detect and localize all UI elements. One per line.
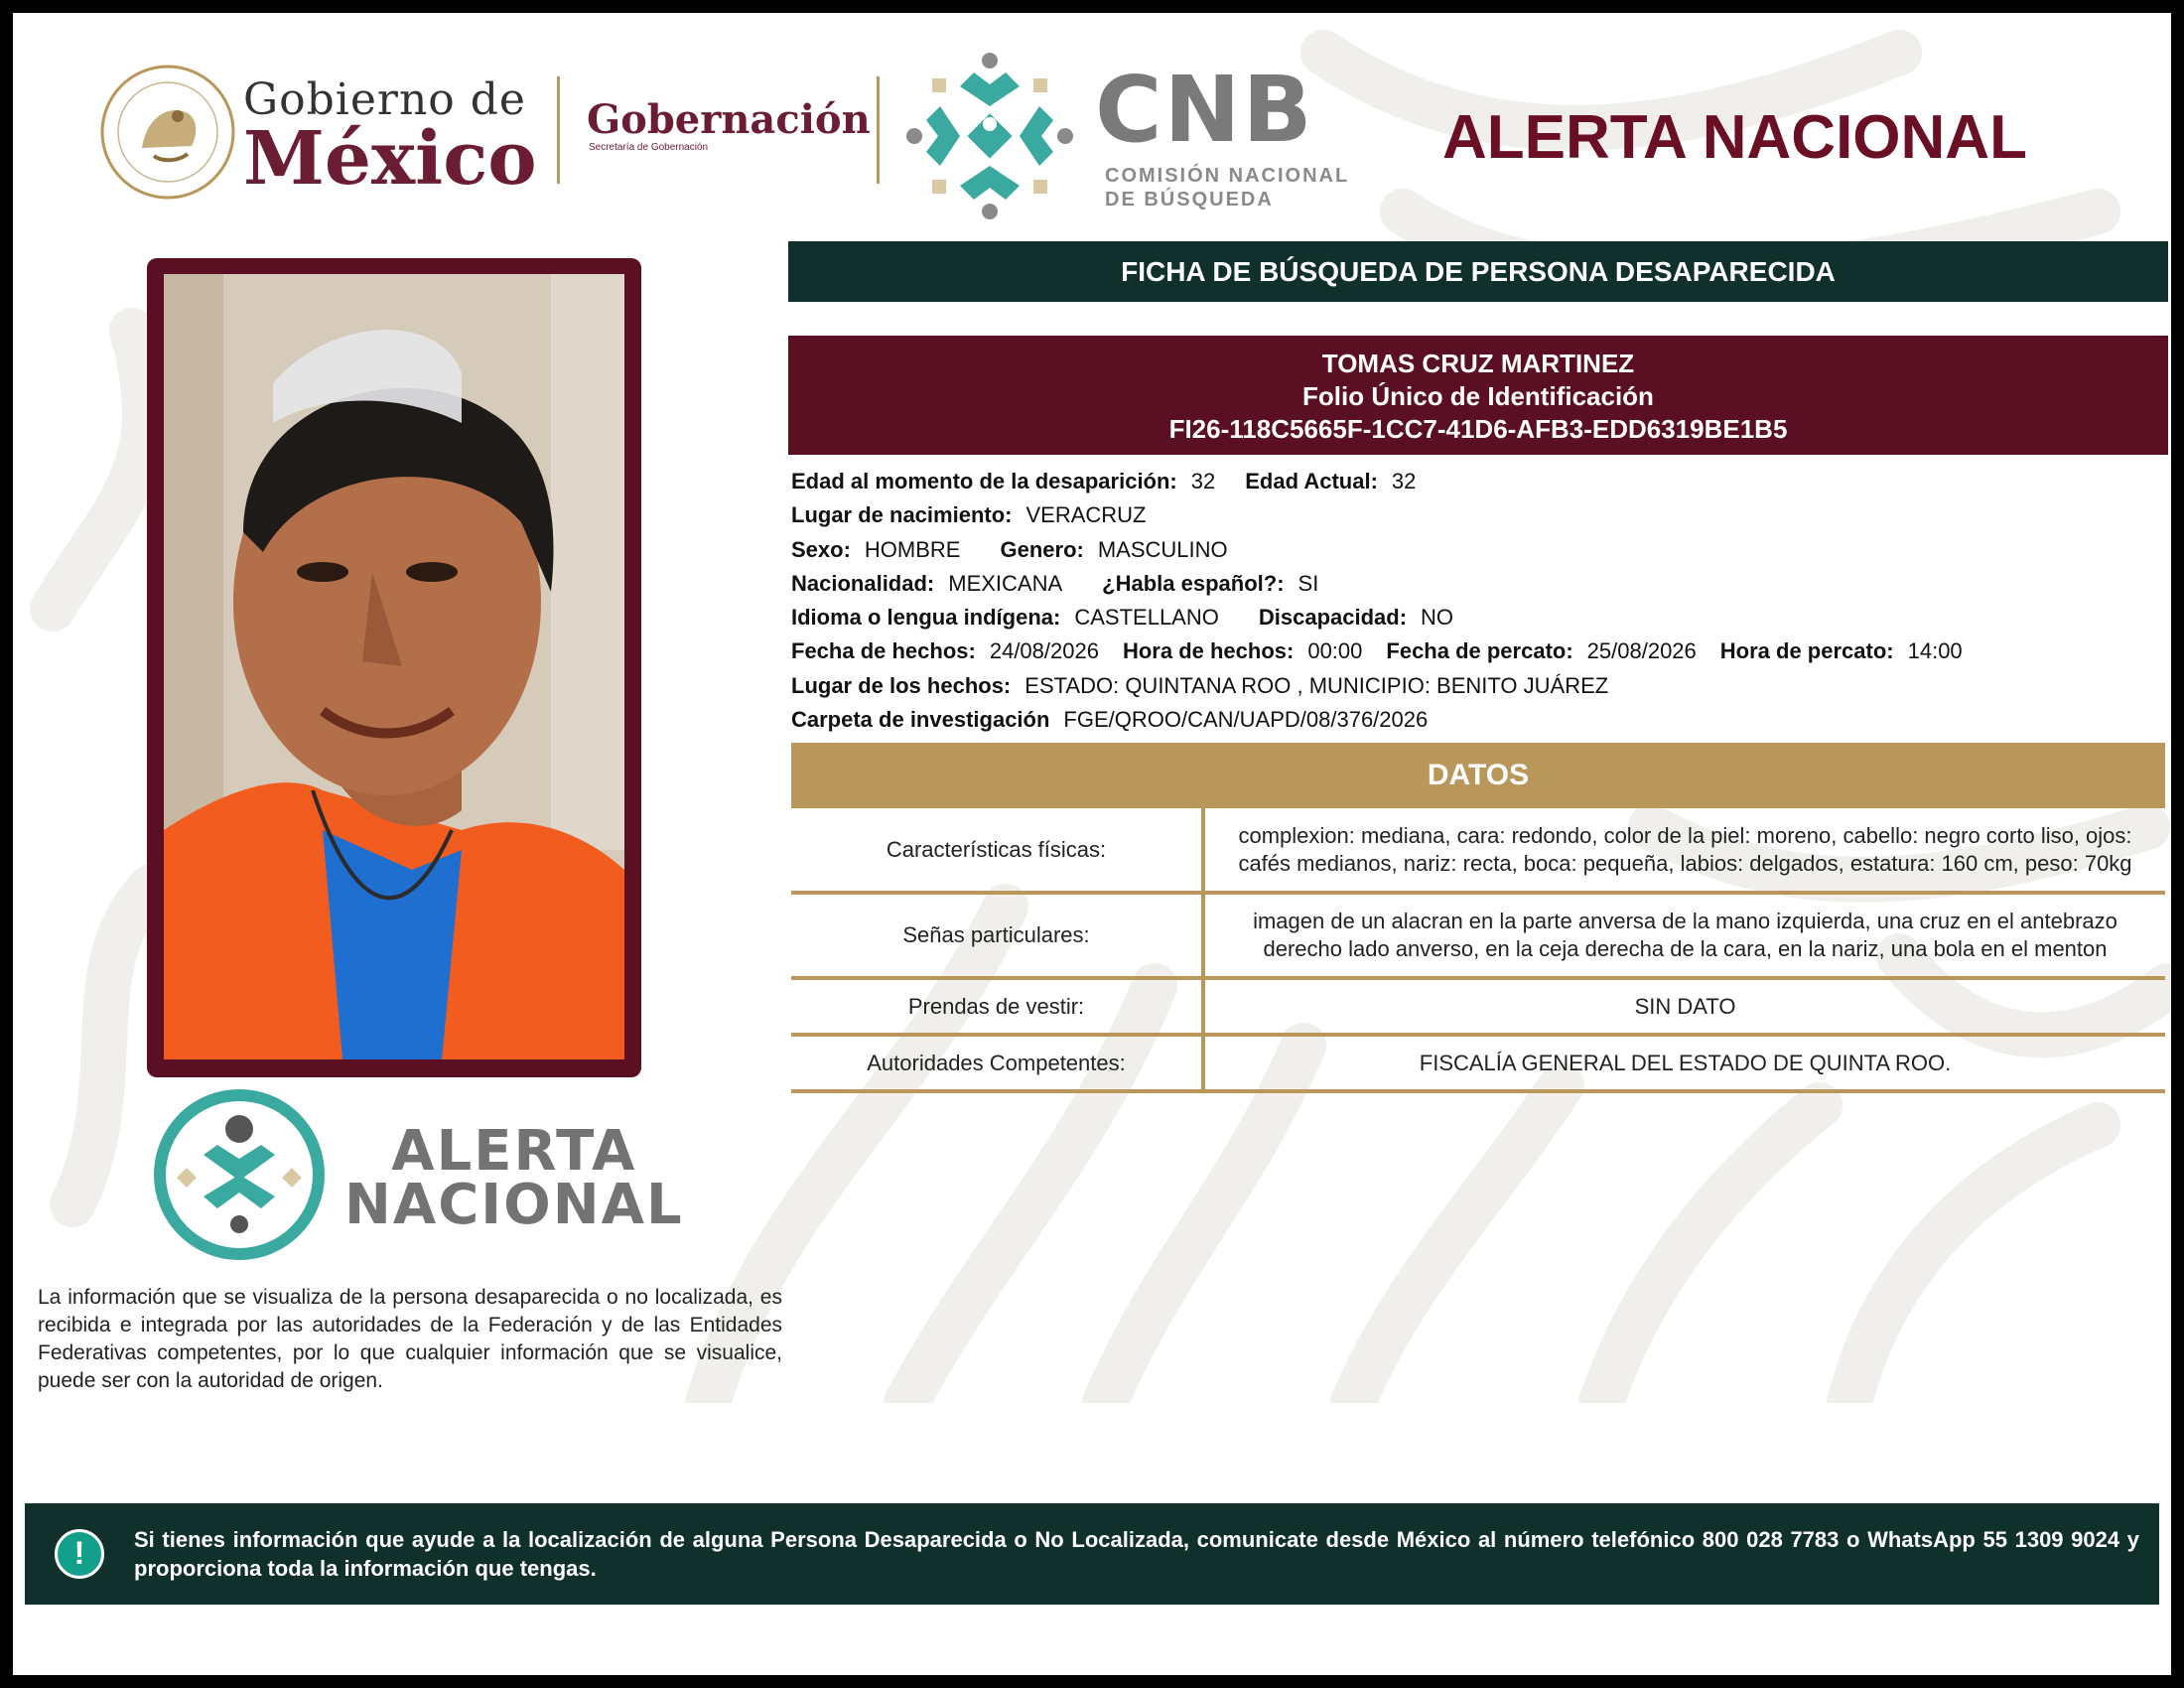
cnb-subtitle (1105, 164, 1349, 211)
info-value: 32 (1391, 469, 1417, 493)
info-value: HOMBRE (864, 536, 961, 562)
info-value: 25/08/2026 (1586, 638, 1697, 664)
info-row (791, 705, 2171, 739)
folio-value: FI26-118C5665F-1CC7-41D6-AFB3-EDD6319BE1B5 (1168, 414, 1788, 444)
datos-table (791, 808, 2165, 1093)
info-label: Fecha de percato: (1386, 638, 1573, 664)
gobierno-de-text: Gobierno de (243, 74, 526, 125)
info-label: Idioma o lengua indígena: (791, 605, 1061, 631)
table-cell-label: Autoridades Competentes: (791, 1035, 1203, 1091)
alerta-nacional-logo-text (344, 1119, 684, 1237)
contact-banner (25, 1503, 2159, 1605)
info-value: NO (1421, 605, 1454, 631)
info-value: 00:00 (1307, 638, 1363, 664)
info-row (791, 671, 2171, 705)
info-label: Fecha de hechos: (791, 638, 976, 664)
contact-banner-text: Si tienes información que ayude a la localización de alguna Persona Desaparecida o No Localizada, comunicate desde México al número telefónico 800 028 7783 o WhatsApp 55 1309 9024 y proporciona toda la información que tengas. (134, 1527, 2139, 1581)
person-identity-box (788, 336, 2168, 455)
info-value: FGE/QROO/CAN/UAPD/08/376/2026 (1063, 707, 1429, 733)
info-label: ¿Habla español?: (1102, 570, 1285, 596)
table-row (791, 893, 2165, 978)
info-value: 24/08/2026 (989, 638, 1099, 664)
gobernacion-logo-text: Gobernación (587, 96, 871, 143)
info-label: Nacionalidad: (791, 570, 935, 596)
info-label: Lugar de nacimiento: (791, 502, 1013, 528)
info-label: Edad Actual: (1245, 469, 1378, 493)
person-info (791, 467, 2171, 739)
info-label: Sexo: (791, 536, 851, 562)
gobernacion-subtitle: Secretaría de Gobernación (589, 142, 709, 153)
info-row (791, 535, 2171, 569)
info-value: VERACRUZ (1025, 502, 1147, 528)
header-divider (877, 76, 880, 184)
table-cell-value: imagen de un alacran en la parte anversa de la mano izquierda, una cruz en el antebrazo derecho lado anverso, en la ceja derecha de la cara, en la nariz, una bola en el menton (1203, 893, 2165, 978)
info-value: CASTELLANO (1074, 605, 1219, 631)
cnb-logo-icon (902, 49, 1077, 223)
info-row (791, 500, 2171, 534)
info-row (791, 636, 2171, 670)
photo-frame (147, 258, 641, 1077)
person-name: TOMAS CRUZ MARTINEZ (1321, 349, 1635, 378)
info-label: Edad al momento de la desaparición: (791, 469, 1177, 493)
info-value: 14:00 (1907, 638, 1963, 664)
person-portrait-illustration (164, 274, 624, 1059)
info-value: ESTADO: QUINTANA ROO , MUNICIPIO: BENITO JUÁREZ (1024, 672, 1609, 698)
cnb-text: CNB (1095, 57, 1314, 163)
table-cell-value: FISCALÍA GENERAL DEL ESTADO DE QUINTA ROO. (1203, 1035, 2165, 1091)
alerta-nacional-line: NACIONAL (344, 1173, 684, 1237)
table-cell-label: Prendas de vestir: (791, 978, 1203, 1035)
cnb-subtitle-line: COMISIÓN NACIONAL (1105, 165, 1350, 187)
info-row (791, 569, 2171, 603)
table-cell-value: SIN DATO (1203, 978, 2165, 1035)
table-cell-label: Características físicas: (791, 808, 1203, 893)
datos-heading: DATOS (791, 743, 2165, 808)
mexico-text: México (243, 116, 537, 202)
info-value: 32 (1190, 469, 1216, 493)
info-label: Hora de hechos: (1122, 638, 1295, 664)
info-label: Lugar de los hechos: (791, 672, 1012, 698)
person-photo (164, 274, 624, 1059)
disclaimer-text: La información que se visualiza de la persona desaparecida o no localizada, es recibida e integrada por las autoridades de la Federación y de las Entidades Federativas competentes, por lo que cualquier información que se visualice, puede ser con la autoridad de origen. (38, 1286, 782, 1392)
info-label: Hora de percato: (1719, 638, 1894, 664)
info-value: MEXICANA (948, 570, 1063, 596)
header (13, 13, 2171, 211)
info-label: Discapacidad: (1258, 605, 1408, 631)
table-row (791, 978, 2165, 1035)
alerta-nacional-logo-icon (150, 1085, 329, 1264)
national-seal-icon (96, 61, 239, 204)
header-divider (557, 76, 560, 184)
info-row (791, 603, 2171, 636)
info-label: Genero: (1000, 536, 1084, 562)
table-cell-label: Señas particulares: (791, 893, 1203, 978)
table-row (791, 1035, 2165, 1091)
alert-title: ALERTA NACIONAL (1442, 103, 2027, 172)
table-cell-value: complexion: mediana, cara: redondo, color de la piel: moreno, cabello: negro corto liso, ojos: cafés medianos, nariz: recta, boca: pequeña, labios: delgados, estatura: 160 cm, peso: 70kg (1203, 808, 2165, 893)
cnb-subtitle-line: DE BÚSQUEDA (1105, 189, 1274, 211)
alerta-nacional-line: ALERTA (391, 1119, 637, 1184)
ficha-heading: FICHA DE BÚSQUEDA DE PERSONA DESAPARECIDA (788, 241, 2168, 302)
info-value: SI (1297, 570, 1319, 596)
info-label: Carpeta de investigación (791, 707, 1050, 733)
info-row (791, 467, 2171, 500)
folio-label: Folio Único de Identificación (1302, 381, 1654, 411)
info-value: MASCULINO (1097, 536, 1228, 562)
table-row (791, 808, 2165, 893)
exclamation-icon: ! (55, 1529, 104, 1579)
